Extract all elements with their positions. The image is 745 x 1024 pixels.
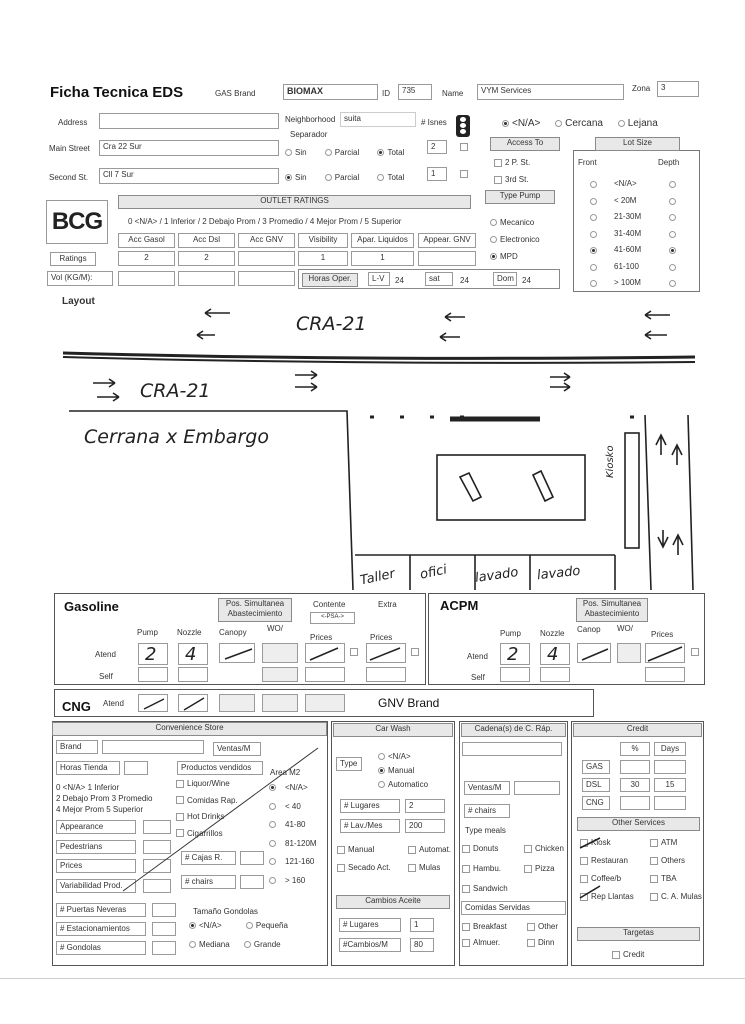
credit-row-label: DSL bbox=[582, 778, 610, 792]
name-label: Name bbox=[442, 89, 464, 98]
arrow-up-1 bbox=[656, 435, 666, 455]
check-other[interactable] bbox=[527, 923, 535, 931]
second-street-field[interactable]: Cll 7 Sur bbox=[99, 168, 279, 184]
lot-front-label: Front bbox=[578, 158, 597, 167]
bay-label-4: lavado bbox=[536, 563, 582, 584]
pump-type-2: Electronico bbox=[490, 235, 540, 244]
check-manual[interactable] bbox=[337, 846, 345, 854]
service-label: C. A. Mulas bbox=[661, 892, 702, 901]
store-estac-field[interactable] bbox=[152, 922, 176, 936]
acpm-self-label: Self bbox=[471, 673, 485, 682]
lot-size-option: 41-60M bbox=[614, 245, 642, 254]
check-secado[interactable] bbox=[337, 864, 345, 872]
street-label-top: CRA-21 bbox=[296, 313, 367, 335]
acpm-strokes bbox=[578, 644, 688, 664]
gas-prices-label-2: Prices bbox=[370, 633, 393, 642]
radio-mpd[interactable] bbox=[490, 253, 497, 260]
rating-column-header: Acc Dsl bbox=[178, 233, 235, 248]
service-label: Restauran bbox=[591, 856, 628, 865]
service-label: Coffee/b bbox=[591, 874, 622, 883]
carwash-secado: Secado Act. bbox=[337, 863, 391, 872]
gas-prices-label-1: Prices bbox=[310, 633, 333, 642]
radio-parcial-1[interactable] bbox=[325, 149, 332, 156]
side-road bbox=[645, 415, 693, 590]
acpm-atend-label: Atend bbox=[467, 652, 488, 661]
comida-other: Other bbox=[527, 922, 558, 931]
separador-row-1: Sin Parcial Total bbox=[285, 148, 404, 157]
arrow-right-5 bbox=[550, 373, 570, 381]
gas-nozzle-field[interactable]: 4 bbox=[178, 643, 208, 665]
carwash-automat: Automat. bbox=[408, 845, 451, 854]
store-neveras-field[interactable] bbox=[152, 903, 176, 917]
comida-breakfast: Breakfast bbox=[462, 922, 507, 931]
isnes-field-1[interactable]: 2 bbox=[427, 140, 447, 154]
cambios-header: Cambios Aceite bbox=[336, 895, 450, 909]
cambios-m-label: #Cambios/M bbox=[339, 938, 401, 952]
other-services-header: Other Services bbox=[577, 817, 700, 831]
check-sandwich[interactable] bbox=[462, 885, 470, 893]
store-area-label: < 40 bbox=[285, 801, 301, 811]
meal-sandwich: Sandwich bbox=[462, 884, 508, 893]
cambios-lugares-label: # Lugares bbox=[339, 918, 401, 932]
lot-depth-radio[interactable] bbox=[669, 264, 676, 271]
road-median bbox=[63, 353, 695, 358]
cng-title: CNG bbox=[62, 699, 91, 714]
access-to-header: Access To bbox=[490, 137, 560, 151]
gas-nozzle-label: Nozzle bbox=[177, 628, 202, 637]
pump-type-1: Mecanico bbox=[490, 218, 534, 227]
arrow-left-4 bbox=[440, 333, 460, 341]
service-label: Kiosk bbox=[591, 838, 611, 847]
acpm-prices-label: Prices bbox=[651, 630, 674, 639]
service-item bbox=[650, 856, 685, 865]
ratings-label: Ratings bbox=[50, 252, 96, 266]
credit-days-field[interactable] bbox=[654, 796, 686, 810]
credit-days-field[interactable]: 15 bbox=[654, 778, 686, 792]
arrow-up-3 bbox=[673, 535, 683, 555]
acpm-nozzle-field[interactable]: 4 bbox=[540, 643, 570, 665]
chain-ventas-field[interactable] bbox=[514, 781, 560, 795]
kiosko-box bbox=[625, 433, 639, 548]
service-check[interactable] bbox=[650, 857, 658, 865]
rating-column-header: Acc Gasol bbox=[118, 233, 175, 248]
access-check-1[interactable] bbox=[494, 159, 502, 167]
radio-total-2[interactable] bbox=[377, 174, 384, 181]
vol-field-2[interactable] bbox=[178, 271, 235, 286]
vol-label: Vol (KG/M): bbox=[47, 271, 113, 286]
check-pizza[interactable] bbox=[524, 865, 532, 873]
lot-size-option: > 100M bbox=[614, 278, 641, 287]
acpm-nozzle-label: Nozzle bbox=[540, 629, 565, 638]
zona-label: Zona bbox=[632, 84, 651, 93]
arrow-right-2 bbox=[97, 393, 119, 401]
rating-column-header: Acc GNV bbox=[238, 233, 295, 248]
cambios-lugares-field[interactable]: 1 bbox=[410, 918, 434, 932]
gas-pump-field[interactable]: 2 bbox=[138, 643, 168, 665]
arrow-right-6 bbox=[550, 383, 570, 391]
store-product-label: Cigarrillos bbox=[187, 828, 223, 838]
meal-donuts: Donuts bbox=[462, 844, 498, 853]
arrow-left-2 bbox=[197, 331, 215, 339]
arrow-right-1 bbox=[93, 379, 115, 387]
isnes-label: # Isnes bbox=[421, 118, 447, 127]
radio-tamano-grande[interactable] bbox=[244, 941, 251, 948]
street-label-bottom: CRA-21 bbox=[140, 380, 211, 402]
rating-value-field[interactable]: 2 bbox=[118, 251, 175, 266]
pump-1 bbox=[460, 473, 481, 501]
store-rating-label: Variabilidad Prod. bbox=[56, 879, 136, 893]
comida-almuer: Almuer. bbox=[462, 938, 500, 947]
main-street-field[interactable]: Cra 22 Sur bbox=[99, 140, 279, 156]
store-area-label: > 160 bbox=[285, 875, 306, 885]
main-street-label: Main Street bbox=[49, 144, 90, 153]
type-pump-header: Type Pump bbox=[485, 190, 555, 204]
meal-chicken: Chicken bbox=[524, 844, 564, 853]
lot-front-radio[interactable] bbox=[590, 181, 597, 188]
bay-label-3: lavado bbox=[474, 565, 520, 586]
lot-size-option: 31-40M bbox=[614, 228, 642, 238]
isnes-check-1[interactable] bbox=[460, 143, 468, 151]
lot-size-option: <N/A> bbox=[614, 179, 637, 188]
credit-pct-label: % bbox=[620, 742, 650, 756]
vol-field-3[interactable] bbox=[238, 271, 295, 286]
store-area-label: 41-80 bbox=[285, 820, 306, 829]
store-product-label: Liquor/Wine bbox=[187, 779, 230, 788]
pump-2 bbox=[533, 471, 553, 501]
radio-carwash-manual[interactable] bbox=[378, 767, 385, 774]
radio-carwash-na[interactable] bbox=[378, 753, 385, 760]
credit-days-label: Days bbox=[654, 742, 686, 756]
credit-header: Credit bbox=[573, 723, 702, 737]
meal-pizza: Pizza bbox=[524, 864, 555, 873]
cambios-m-field[interactable]: 80 bbox=[410, 938, 434, 952]
arrow-right-4 bbox=[295, 383, 317, 391]
store-product-label: Hot Drinks bbox=[187, 812, 225, 821]
layout-title: Layout bbox=[62, 296, 95, 307]
store-scale-2: 2 Debajo Prom 3 Promedio bbox=[56, 794, 153, 803]
bcg-logo: BCG bbox=[46, 200, 108, 244]
targetas-header: Targetas bbox=[577, 927, 700, 941]
radio-tamano-pequena[interactable] bbox=[246, 922, 253, 929]
acpm-self-pump[interactable] bbox=[500, 667, 530, 682]
carwash-type-3: Automatico bbox=[378, 780, 428, 789]
access-item-2: 3rd St. bbox=[494, 175, 529, 184]
dom-label: Dom bbox=[493, 272, 517, 286]
acpm-self-prices[interactable] bbox=[645, 667, 685, 682]
chain-chairs-label: # chairs bbox=[464, 804, 510, 818]
address-label: Address bbox=[58, 118, 88, 127]
store-product-label: Comidas Rap. bbox=[187, 795, 238, 805]
neighborhood-label: Neighborhood bbox=[285, 115, 336, 124]
lv-label: L-V bbox=[368, 272, 390, 286]
carwash-manual: Manual bbox=[337, 845, 374, 854]
store-scale-1: 0 <N/A> 1 Inferior bbox=[56, 783, 120, 792]
service-item bbox=[650, 892, 702, 901]
separador-label: Separador bbox=[290, 130, 328, 139]
tamano-row-1: <N/A> Pequeña bbox=[189, 921, 288, 930]
service-label: ATM bbox=[661, 838, 678, 847]
gas-psa: <-PSA-> bbox=[310, 612, 355, 624]
store-tamano-label: Tamaño Gondolas bbox=[193, 907, 258, 916]
carwash-lavmes-label: # Lav./Mes bbox=[340, 819, 400, 833]
radio-sin-1[interactable] bbox=[285, 149, 292, 156]
isnes-field-2[interactable]: 1 bbox=[427, 167, 447, 181]
acpm-canop-label: Canop bbox=[577, 625, 601, 634]
vol-field-1[interactable] bbox=[118, 271, 175, 286]
arrow-left-3 bbox=[445, 313, 465, 321]
credit-row-label: CNG bbox=[582, 796, 610, 810]
carwash-lugares-label: # Lugares bbox=[340, 799, 400, 813]
radio-tamano-mediana[interactable] bbox=[189, 941, 196, 948]
lot-depth-radio[interactable] bbox=[669, 247, 676, 254]
form-title: Ficha Tecnica EDS bbox=[50, 84, 184, 101]
credit-card: Credit bbox=[612, 950, 644, 959]
gas-prices-check-2[interactable] bbox=[411, 648, 419, 656]
radio-mecanico[interactable] bbox=[490, 219, 497, 226]
store-rating-label: Pedestrians bbox=[56, 840, 136, 854]
service-item bbox=[650, 838, 677, 847]
store-scale-3: 4 Mejor Prom 5 Superior bbox=[56, 805, 144, 814]
acpm-pump-label: Pump bbox=[500, 629, 521, 638]
store-neveras-label: # Puertas Neveras bbox=[56, 903, 146, 917]
lot-depth-radio[interactable] bbox=[669, 181, 676, 188]
lot-depth-label: Depth bbox=[658, 158, 680, 167]
credit-row-label: GAS bbox=[582, 760, 610, 774]
pump-type-3: MPD bbox=[490, 252, 518, 261]
gas-pos-sim: Pos. Simultanea Abastecimiento bbox=[218, 598, 292, 622]
store-area-label: <N/A> bbox=[285, 783, 308, 792]
lv-value[interactable]: 24 bbox=[395, 276, 404, 285]
store-rating-label: Prices bbox=[56, 859, 136, 873]
lot-front-radio[interactable] bbox=[590, 198, 597, 205]
acpm-prices-check[interactable] bbox=[691, 648, 699, 656]
gas-strokes bbox=[220, 644, 410, 664]
gas-contente: Contente bbox=[313, 600, 346, 609]
radio-electronico[interactable] bbox=[490, 236, 497, 243]
traffic-light-icon bbox=[456, 115, 470, 137]
carwash-lavmes-field[interactable]: 200 bbox=[405, 819, 445, 833]
gas-atend-label: Atend bbox=[95, 650, 116, 659]
tamano-row-2: Mediana Grande bbox=[189, 940, 281, 949]
credit-pct-field[interactable] bbox=[620, 796, 650, 810]
comidas-header: Comidas Servidas bbox=[461, 901, 566, 915]
check-chicken[interactable] bbox=[524, 845, 532, 853]
store-rating-label: Appearance bbox=[56, 820, 136, 834]
store-area-label: 81-120M bbox=[285, 838, 317, 848]
dom-value[interactable]: 24 bbox=[522, 276, 531, 285]
arrow-down-1 bbox=[658, 530, 668, 547]
store-area-label: Area M2 bbox=[270, 768, 301, 777]
chain-type-meals: Type meals bbox=[465, 826, 506, 835]
horas-oper-label: Horas Oper. bbox=[302, 273, 358, 287]
services-checkmarks bbox=[578, 836, 618, 906]
service-check[interactable] bbox=[650, 875, 658, 883]
radio-lejana[interactable] bbox=[618, 120, 625, 127]
comida-dinn: Dinn bbox=[527, 938, 554, 947]
rating-column-header: Visibility bbox=[298, 233, 348, 248]
acpm-title: ACPM bbox=[440, 598, 479, 613]
rating-value-field[interactable] bbox=[418, 251, 476, 266]
rating-value-field[interactable]: 2 bbox=[178, 251, 235, 266]
gas-self-nozzle[interactable] bbox=[178, 667, 208, 682]
lot-size-group bbox=[573, 150, 700, 292]
address-field[interactable] bbox=[99, 113, 279, 129]
lot-front-radio[interactable] bbox=[590, 264, 597, 271]
lot-size-header: Lot Size bbox=[595, 137, 680, 151]
service-item bbox=[650, 874, 677, 883]
gas-extra: Extra bbox=[378, 600, 397, 609]
cng-prices-field[interactable] bbox=[305, 694, 345, 712]
access-item-1: 2 P. St. bbox=[494, 158, 530, 167]
gas-self-prices-2[interactable] bbox=[366, 667, 406, 682]
radio-carwash-auto[interactable] bbox=[378, 781, 385, 788]
lot-size-option: 61-100 bbox=[614, 261, 639, 271]
check-mulas[interactable] bbox=[408, 864, 416, 872]
service-label: Rep Llantas bbox=[591, 892, 634, 901]
separador-row-2: Sin Parcial Total bbox=[285, 173, 404, 182]
cng-wo-field[interactable] bbox=[262, 694, 298, 712]
bay-label-1: Taller bbox=[358, 566, 397, 589]
gasoline-title: Gasoline bbox=[64, 599, 119, 614]
gas-pump-label: Pump bbox=[137, 628, 158, 637]
carwash-mulas: Mulas bbox=[408, 863, 440, 872]
check-almuer[interactable] bbox=[462, 939, 470, 947]
gas-wo-label: WO/ bbox=[267, 624, 283, 633]
credit-days-field[interactable] bbox=[654, 760, 686, 774]
rating-column-header: Apar. Liquidos bbox=[351, 233, 414, 248]
carwash-type-2: Manual bbox=[378, 766, 414, 775]
rating-value-field[interactable] bbox=[238, 251, 295, 266]
gas-self-label: Self bbox=[99, 672, 113, 681]
check-hambu[interactable] bbox=[462, 865, 470, 873]
radio-na[interactable] bbox=[502, 120, 509, 127]
lot-size-option: < 20M bbox=[614, 195, 637, 205]
arrow-left-5 bbox=[645, 311, 670, 319]
kiosko-label: Kiosko bbox=[605, 445, 616, 478]
arrow-up-2 bbox=[672, 445, 682, 465]
store-estac-label: # Estacionamientos bbox=[56, 922, 146, 936]
radio-tamano-na[interactable] bbox=[189, 922, 196, 929]
outlet-ratings-header: OUTLET RATINGS bbox=[118, 195, 471, 209]
id-label: ID bbox=[382, 89, 390, 98]
service-label: Others bbox=[661, 856, 686, 865]
carwash-type-label: Type bbox=[336, 757, 362, 771]
credit-pct-field[interactable]: 30 bbox=[620, 778, 650, 792]
lot-front-radio[interactable] bbox=[590, 247, 597, 254]
gnv-brand-label: GNV Brand bbox=[378, 696, 440, 710]
service-check[interactable] bbox=[650, 893, 658, 901]
chain-name-field[interactable] bbox=[462, 742, 562, 756]
store-productos-label: Productos vendidos bbox=[177, 761, 263, 775]
carwash-header: Car Wash bbox=[333, 723, 453, 737]
lot-depth-radio[interactable] bbox=[669, 198, 676, 205]
acpm-pump-field[interactable]: 2 bbox=[500, 643, 530, 665]
carwash-type-1: <N/A> bbox=[378, 752, 411, 761]
store-crossout-stroke bbox=[120, 745, 320, 895]
gas-self-prices-1[interactable] bbox=[305, 667, 345, 682]
service-label: TBA bbox=[661, 874, 677, 883]
check-automat[interactable] bbox=[408, 846, 416, 854]
rating-scale: 0 <N/A> / 1 Inferior / 2 Debajo Prom / 3 Promedio / 4 Mejor Prom / 5 Superior bbox=[128, 217, 402, 226]
second-street-label: Second St. bbox=[49, 173, 89, 182]
rating-value-field[interactable]: 1 bbox=[298, 251, 348, 266]
acpm-self-nozzle[interactable] bbox=[540, 667, 570, 682]
cng-atend-label: Atend bbox=[103, 699, 124, 708]
access-check-2[interactable] bbox=[494, 176, 502, 184]
acpm-wo-label: WO/ bbox=[617, 624, 633, 633]
lot-depth-radio[interactable] bbox=[669, 214, 676, 221]
service-check[interactable] bbox=[650, 839, 658, 847]
lot-front-radio[interactable] bbox=[590, 280, 597, 287]
lot-depth-radio[interactable] bbox=[669, 231, 676, 238]
gas-self-wo[interactable] bbox=[262, 667, 298, 682]
proximity-radios: <N/A> Cercana Lejana bbox=[502, 118, 658, 129]
id-field[interactable]: 735 bbox=[398, 84, 432, 100]
store-horas-label: Horas Tienda bbox=[56, 761, 120, 775]
check-credit[interactable] bbox=[612, 951, 620, 959]
arrow-left-1 bbox=[205, 309, 230, 317]
isnes-check-2[interactable] bbox=[460, 170, 468, 178]
rating-value-field[interactable]: 1 bbox=[351, 251, 414, 266]
store-header: Convenience Store bbox=[52, 722, 327, 736]
sat-value[interactable]: 24 bbox=[460, 276, 469, 285]
store-cajas-label: # Cajas R. bbox=[181, 851, 236, 865]
rating-column-header: Appear. GNV bbox=[418, 233, 476, 248]
store-chairs-label: # chairs bbox=[181, 875, 236, 889]
sat-label: sat bbox=[425, 272, 453, 286]
bay-label-2: ofici bbox=[418, 562, 449, 583]
check-dinn[interactable] bbox=[527, 939, 535, 947]
chain-ventas-label: Ventas/M bbox=[464, 781, 510, 795]
name-field[interactable]: VYM Services bbox=[477, 84, 624, 100]
arrow-right-3 bbox=[295, 371, 317, 379]
meal-hambu: Hambu. bbox=[462, 864, 501, 873]
radio-total-1[interactable] bbox=[377, 149, 384, 156]
lot-size-option: 21-30M bbox=[614, 212, 642, 221]
neighborhood-field[interactable]: suita bbox=[340, 112, 416, 127]
credit-pct-field[interactable] bbox=[620, 760, 650, 774]
gas-canopy-label: Canopy bbox=[219, 628, 247, 637]
lot-depth-radio[interactable] bbox=[669, 280, 676, 287]
cng-strokes bbox=[140, 696, 220, 712]
carwash-lugares-field[interactable]: 2 bbox=[405, 799, 445, 813]
store-brand-label: Brand bbox=[56, 740, 98, 754]
radio-sin-2[interactable] bbox=[285, 174, 292, 181]
chain-header: Cadena(s) de C. Ráp. bbox=[461, 723, 566, 737]
gas-brand-label: GAS Brand bbox=[215, 89, 256, 98]
store-ventas-label: Ventas/M bbox=[213, 742, 261, 756]
lot-front-radio[interactable] bbox=[590, 214, 597, 221]
check-breakfast[interactable] bbox=[462, 923, 470, 931]
acpm-pos-sim: Pos. Simultanea Abastecimiento bbox=[576, 598, 648, 622]
cng-canopy-field[interactable] bbox=[219, 694, 255, 712]
check-donuts[interactable] bbox=[462, 845, 470, 853]
store-area-label: 121-160 bbox=[285, 857, 315, 866]
radio-cercana[interactable] bbox=[555, 120, 562, 127]
zona-field[interactable]: 3 bbox=[657, 81, 699, 97]
pump-island bbox=[437, 455, 585, 520]
lot-front-radio[interactable] bbox=[590, 231, 597, 238]
page-divider bbox=[0, 978, 745, 979]
layout-note: Cerrana x Embargo bbox=[84, 426, 269, 448]
store-gondolas-label: # Gondolas bbox=[56, 941, 146, 955]
gas-brand-field[interactable]: BIOMAX bbox=[283, 84, 378, 100]
store-gondolas-field[interactable] bbox=[152, 941, 176, 955]
gas-self-pump[interactable] bbox=[138, 667, 168, 682]
arrow-left-6 bbox=[645, 331, 667, 339]
radio-parcial-2[interactable] bbox=[325, 174, 332, 181]
